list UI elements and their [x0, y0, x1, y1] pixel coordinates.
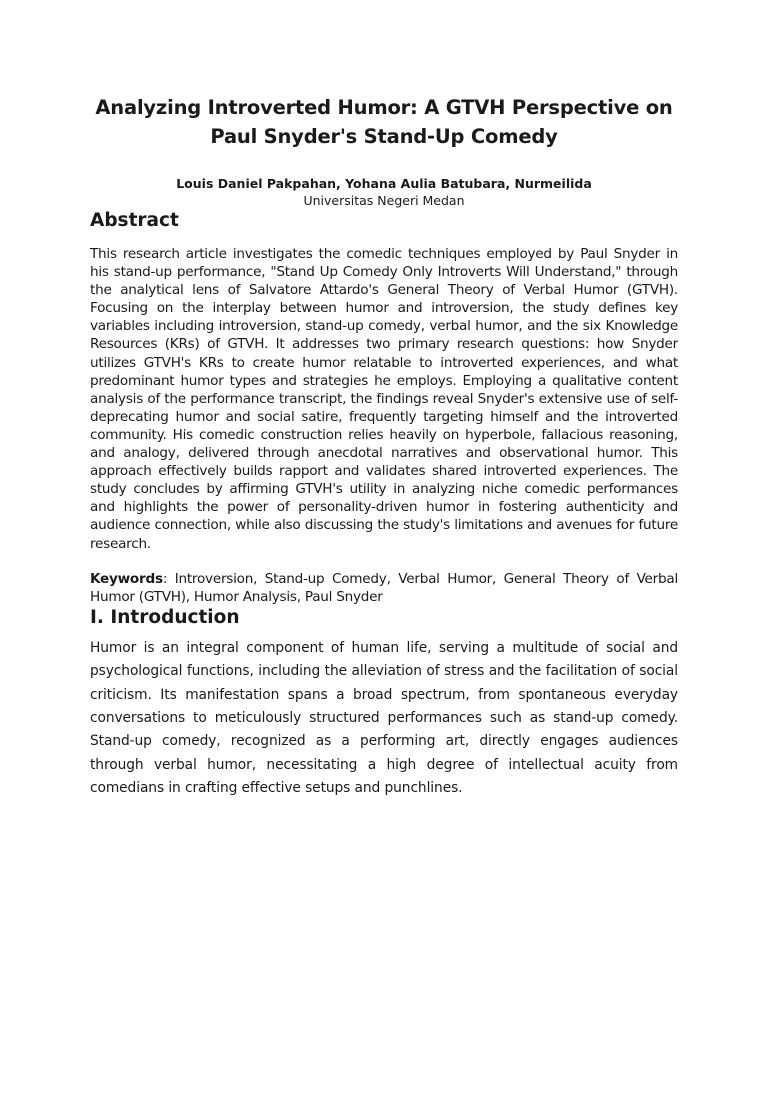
- abstract-text: This research article investigates the comedic techniques employed by Paul Snyder in his stand-up performance, "Stand Up Comedy Only Introverts Will Understand," through the analytical lens of Salvatore Attardo's General Theory of Verbal Humor (GTVH). Focusing on the interplay between humor and introversion, the study defines key variables including introversion, stand-up comedy, verbal humor, and the six Knowledge Resources (KRs) of GTVH. It addresses two primary research questions: how Snyder utilizes GTVH's KRs to create humor relatable to introverted experiences, and what predominant humor types and strategies he employs. Employing a qualitative content analysis of the performance transcript, the findings reveal Snyder's extensive use of self-deprecating humor and social satire, frequently targeting himself and the introverted community. His comedic construction relies heavily on hyperbole, fallacious reasoning, and analogy, delivered through anecdotal narratives and observational humor. This approach effectively builds rapport and validates shared introverted experiences. The study concludes by affirming GTVH's utility in analyzing niche comedic performances and highlights the power of personality-driven humor in fostering authenticity and audience connection, while also discussing the study's limitations and avenues for future research.: [90, 246, 678, 552]
- keywords-label: Keywords: [90, 570, 163, 587]
- paper-title-line-2: Paul Snyder's Stand-Up Comedy: [210, 125, 558, 148]
- introduction-heading: I. Introduction: [90, 606, 240, 628]
- keywords-paragraph: [90, 570, 678, 606]
- introduction-text: Humor is an integral component of human life, serving a multitude of social and psychological functions, including the alleviation of stress and the facilitation of social criticism. Its manifestation spans a broad spectrum, from spontaneous everyday conversations to meticulously structured performances such as stand-up comedy. Stand-up comedy, recognized as a performing art, directly engages audiences through verbal humor, necessitating a high degree of intellectual acuity from comedians in crafting effective setups and punchlines.: [90, 639, 678, 797]
- author-affiliation: Universitas Negeri Medan: [303, 193, 465, 208]
- keywords-list: : Introversion, Stand-up Comedy, Verbal Humor, General Theory of Verbal Humor (GTVH), Humor Analysis, Paul Snyder: [90, 570, 678, 605]
- author-list: Louis Daniel Pakpahan, Yohana Aulia Batubara, Nurmeilida: [176, 176, 592, 191]
- document-page: [0, 93, 768, 1117]
- paper-title-line-1: Analyzing Introverted Humor: A GTVH Perspective on: [95, 96, 673, 119]
- abstract-heading: Abstract: [90, 210, 179, 231]
- paper-title: [90, 93, 678, 151]
